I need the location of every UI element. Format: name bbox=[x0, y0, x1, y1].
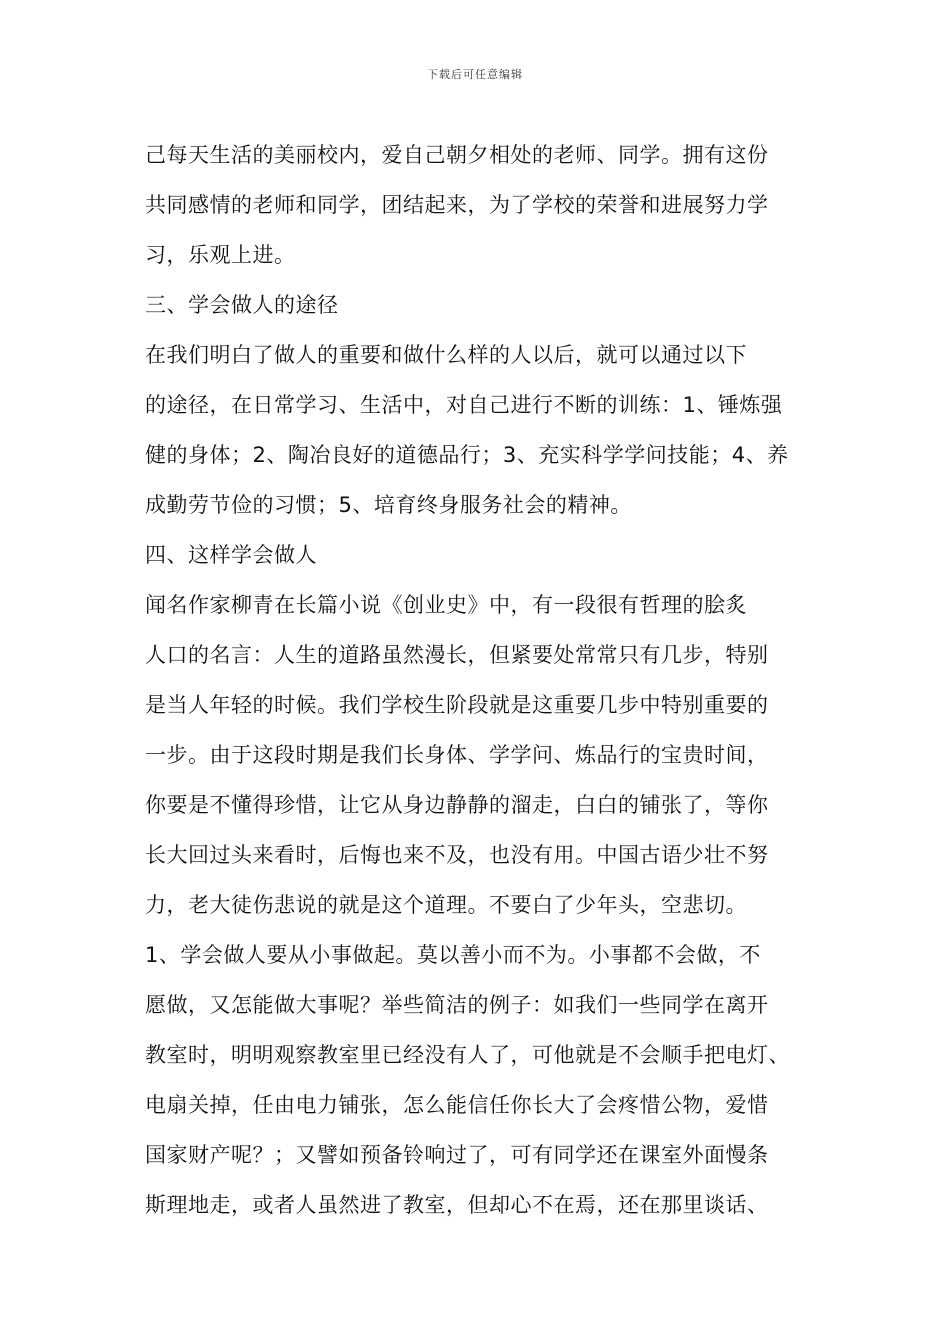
text-line: 己每天生活的美丽校内，爱自己朝夕相处的老师、同学。拥有这份 bbox=[145, 143, 769, 167]
text-line: 电扇关掉，任由电力铺张，怎么能信任你长大了会疼惜公物，爱惜 bbox=[145, 1093, 769, 1117]
section-heading: 四、这样学会做人 bbox=[145, 543, 317, 567]
text-line: 1、学会做人要从小事做起。莫以善小而不为。小事都不会做，不 bbox=[145, 943, 761, 967]
text-line: 习，乐观上进。 bbox=[145, 243, 296, 267]
text-line: 一步。由于这段时期是我们长身体、学学问、炼品行的宝贵时间， bbox=[145, 743, 769, 767]
text-line: 健的身体；2、陶冶良好的道德品行；3、充实科学学问技能；4、养 bbox=[145, 443, 789, 467]
text-line: 力，老大徒伤悲说的就是这个道理。不要白了少年头，空悲切。 bbox=[145, 893, 747, 917]
text-line: 在我们明白了做人的重要和做什么样的人以后，就可以通过以下 bbox=[145, 343, 747, 367]
text-line: 共同感情的老师和同学，团结起来，为了学校的荣誉和进展努力学 bbox=[145, 193, 769, 217]
text-line: 是当人年轻的时候。我们学校生阶段就是这重要几步中特别重要的 bbox=[145, 693, 769, 717]
text-line: 你要是不懂得珍惜，让它从身边静静的溜走，白白的铺张了，等你 bbox=[145, 793, 769, 817]
text-line: 国家财产呢？；又譬如预备铃响过了，可有同学还在课室外面慢条 bbox=[145, 1143, 769, 1167]
text-line: 斯理地走，或者人虽然进了教室，但却心不在焉，还在那里谈话、 bbox=[145, 1193, 769, 1217]
text-line: 闻名作家柳青在长篇小说《创业史》中，有一段很有哲理的脍炙 bbox=[145, 593, 747, 617]
text-line: 的途径，在日常学习、生活中，对自己进行不断的训练：1、锤炼强 bbox=[145, 393, 783, 417]
text-line: 愿做，又怎能做大事呢？举些简洁的例子：如我们一些同学在离开 bbox=[145, 993, 769, 1017]
text-line: 长大回过头来看时，后悔也来不及，也没有用。中国古语少壮不努 bbox=[145, 843, 769, 867]
text-line: 成勤劳节俭的习惯；5、培育终身服务社会的精神。 bbox=[145, 493, 632, 517]
document-body bbox=[145, 130, 815, 1230]
page-header: 下载后可任意编辑 bbox=[427, 68, 523, 81]
text-line: 人口的名言：人生的道路虽然漫长，但紧要处常常只有几步，特别 bbox=[145, 643, 769, 667]
text-line: 教室时，明明观察教室里已经没有人了，可他就是不会顺手把电灯、 bbox=[145, 1043, 790, 1067]
section-heading: 三、学会做人的途径 bbox=[145, 293, 339, 317]
